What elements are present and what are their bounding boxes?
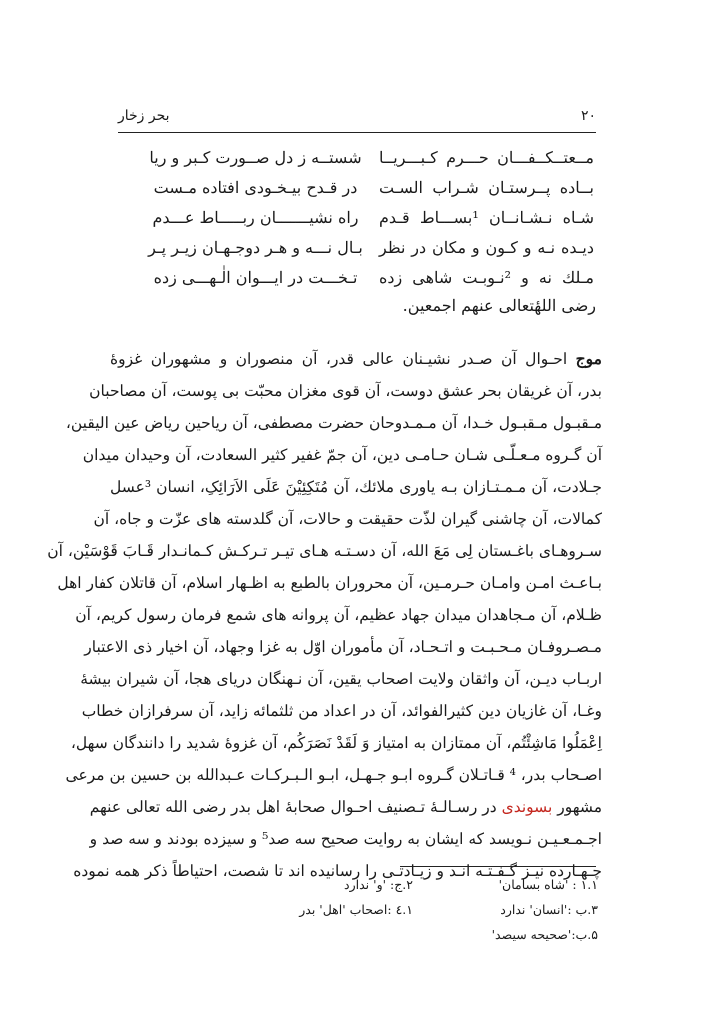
- verse-left: بـال نـــه و هـر دوجـهـان زیـر پـر: [148, 238, 363, 257]
- verse-row: [118, 173, 596, 203]
- prose-line: جـلادت، آن مـمـتـازان بـه یاوری ملائك، آن مُتَکِئِیْنَ عَلَی الاَرَائِکِ، انسان ³عسل: [110, 478, 602, 496]
- prose-line: موج احـوال آن صـدر نشیـنان عالی قدر، آن منصوران و مشهوران غزوهٔ: [110, 349, 602, 368]
- verse-left: راه نشیـــــــان ربـــــاط عـــدم: [152, 208, 359, 227]
- verse-right: بــاده پــرستـان شـراب السـت: [379, 178, 594, 197]
- verse-row: [118, 263, 596, 293]
- verse-right: شـاه نـشـانــان ¹بســـاط قـدم: [379, 208, 595, 227]
- verse-row: [118, 143, 596, 173]
- prose-line: آن گـروه مـعـلّـی شـان حـامـی دین، آن جمّ غفیر کثیر السعادت، آن وحیدان میدان: [82, 446, 602, 464]
- prose-line: اربـاب دیـن، آن واثقان ولایت اصحاب یقین، آن نـهنگان دریای هجا، آن شیران بیشهٔ: [80, 670, 602, 688]
- footnote: ۵.ب:'صحیحه سیصد': [491, 927, 598, 942]
- verse-left: در قـدح بیـخـودی افتاده مـست: [153, 178, 358, 197]
- footnote: ۱.۱ : 'شاه بسامان': [498, 877, 598, 892]
- footnote: ۲.ج: 'و' ندارد: [344, 877, 413, 892]
- prose-line: اِعْمَلُوا مَاشِئْتُم، آن ممتازان به امتیاز وَ لَقَدْ نَصَرَکُم، آن غزوهٔ شدید را دانندگان سهل،: [70, 734, 602, 752]
- verse-block: [118, 143, 596, 293]
- prose-line: بدر، آن غریقان بحر عشق دوست، آن قوی مغزان محبّت بی پوست، آن مصاحبان: [89, 382, 602, 400]
- footnote-row: [118, 872, 598, 897]
- verse-row: [118, 203, 596, 233]
- footnotes: [118, 872, 598, 947]
- prose-line: مـصـروفـان مـحـبـت و اتـحـاد، آن مأموران اوّل به غزا وجهاد، آن اخیار ذی الاعتبار: [84, 638, 602, 656]
- prose-line: بـاعـث امـن وامـان حـرمـین، آن محروران بالطبع به اظـهار اسلام، آن قاتلان کفار اهل: [57, 574, 602, 592]
- verse-right: مــعتــکــفـــان حـــرم کـبـــریــا: [379, 148, 594, 167]
- prose-line: کمالات، آن چاشنی گیران لذّت حقیقت و حالات، آن گلدسته های عزّت و جاه، آن: [93, 510, 602, 528]
- lead-word: موج: [575, 349, 602, 368]
- footnote-row: [118, 897, 598, 922]
- prose-line: چـهـارده نیـز گـفـتـه انـد و زیـادتـی را رسانیده اند تا شصت، احتیاطاً ذکر همه نموده: [73, 862, 602, 880]
- running-title: بحر زخار: [118, 108, 170, 124]
- prose-line: اصـحاب بدر، ⁴ قـاتـلان گـروه ابـو جـهـل، ابـو الـبـرکـات عـبدالله بن حسین بن مرعی: [65, 766, 602, 784]
- footnote-rule: [400, 866, 596, 867]
- prose-paragraph: [47, 343, 602, 887]
- footnote-row: [118, 922, 598, 947]
- page-number: ۲۰: [580, 108, 596, 124]
- prose-line: مشهور بسوندی در رسـالـهٔ تـصنیف احـوال صحابهٔ اهل بدر رضی الله تعالی عنهم: [89, 798, 602, 816]
- verse-left: شستــه ز دل صــورت کـبر و ریا: [149, 148, 362, 167]
- verse-left: تـخـــت در ایـــوان الٰـهـــی زده: [153, 268, 358, 287]
- prose-line: مـقبـول مـقبـول خـدا، آن مـمـدوحان حضرت مصطفی، آن ریاحین ریاض عین الیقین،: [65, 414, 602, 432]
- prose-line: اجـمـعـیـن نـویسد که ایشان به روایت صحیح سه صد⁵ و سیزده بودند و سه صد و: [89, 830, 602, 848]
- highlighted-word: بسوندی: [501, 798, 553, 816]
- verse-row: [118, 233, 596, 263]
- page-header: [118, 108, 596, 124]
- verse-closing: رضی اللهٔتعالی عنهم اجمعین.: [402, 296, 596, 315]
- footnote: ۱.٤ :اصحاب 'اهل' بدر: [299, 902, 413, 917]
- header-rule: [118, 132, 596, 133]
- verse-right: مـلك نه و ²نـوبـت شاهی زده: [379, 268, 594, 287]
- verse-right: دیـده نـه و کـون و مکان در نظر: [379, 238, 594, 257]
- prose-line: سـروهـای باغـستان لِی مَعَ الله، آن دسـتـه هـای تیـر تـرکـش کـمانـدار قَـابَ قَوْسَیْن، آن: [47, 542, 602, 560]
- footnote: ۳.ب :'انسان' ندارد: [500, 902, 598, 917]
- prose-line: وغـا، آن غازیان دین کثیرالفوائد، آن در اعداد من ثلثمائه زاید، آن سرفرازان خطاب: [81, 702, 602, 720]
- prose-line: ظـلام، آن مـجاهدان میدان جهاد عظیم، آن پروانه های شمع فرمان رسول کریم، آن: [75, 606, 602, 624]
